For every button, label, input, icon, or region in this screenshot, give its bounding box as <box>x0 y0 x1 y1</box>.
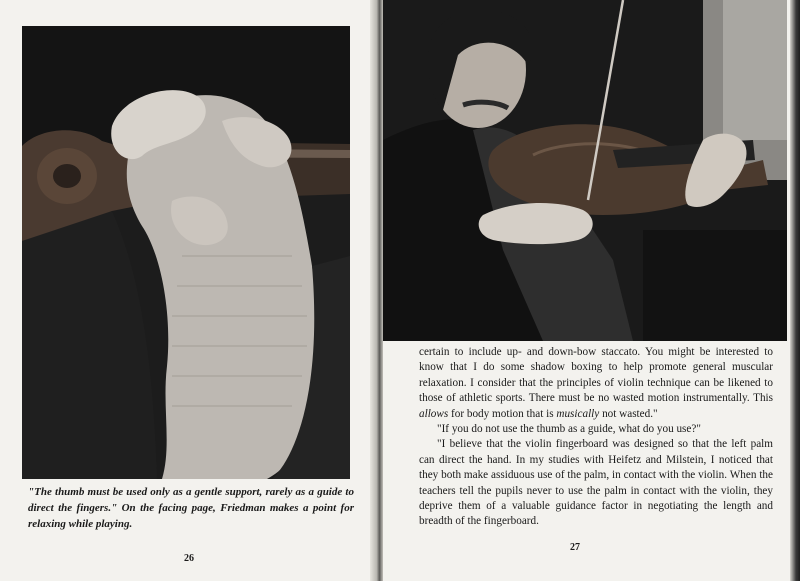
page-number-right: 27 <box>570 542 580 553</box>
hand-on-violin-image <box>22 26 350 479</box>
left-page <box>0 0 376 581</box>
paragraph-2: "If you do not use the thumb as a guide, what do you use?" <box>437 423 701 436</box>
hand-on-violin-photo <box>22 26 350 479</box>
photo-caption: "The thumb must be used only as a gentle support, rarely as a guide to direct the fingers." On the facing page, Friedman makes a point for relaxing while playing. <box>28 486 354 530</box>
paragraph-3: "I believe that the violin fingerboard was designed so that the left palm can direct the hand. In my studies with Heifetz and Milstein, I noticed that they both make assiduous use of the palm, in contact with the violin. When the teachers tell the pupils never to use the palm in contact with the violin, they deprive them of a valuable guidance factor in negotiating the length and breadth of the fingerboard. <box>419 438 773 528</box>
article-text <box>419 345 773 530</box>
page-number-left: 26 <box>184 553 194 564</box>
violinist-image <box>383 0 787 341</box>
book-edge <box>790 0 800 581</box>
violinist-photo <box>383 0 787 341</box>
paragraph-1: certain to include up- and down-bow staccato. You might be interested to know that I do some shadow boxing to help promote general muscular relaxation. I consider that the principles of violin technique can be likened to those of athletic sports. There must be no wasted motion instrumentally. This allows for body motion that is musically not wasted." <box>419 346 773 420</box>
